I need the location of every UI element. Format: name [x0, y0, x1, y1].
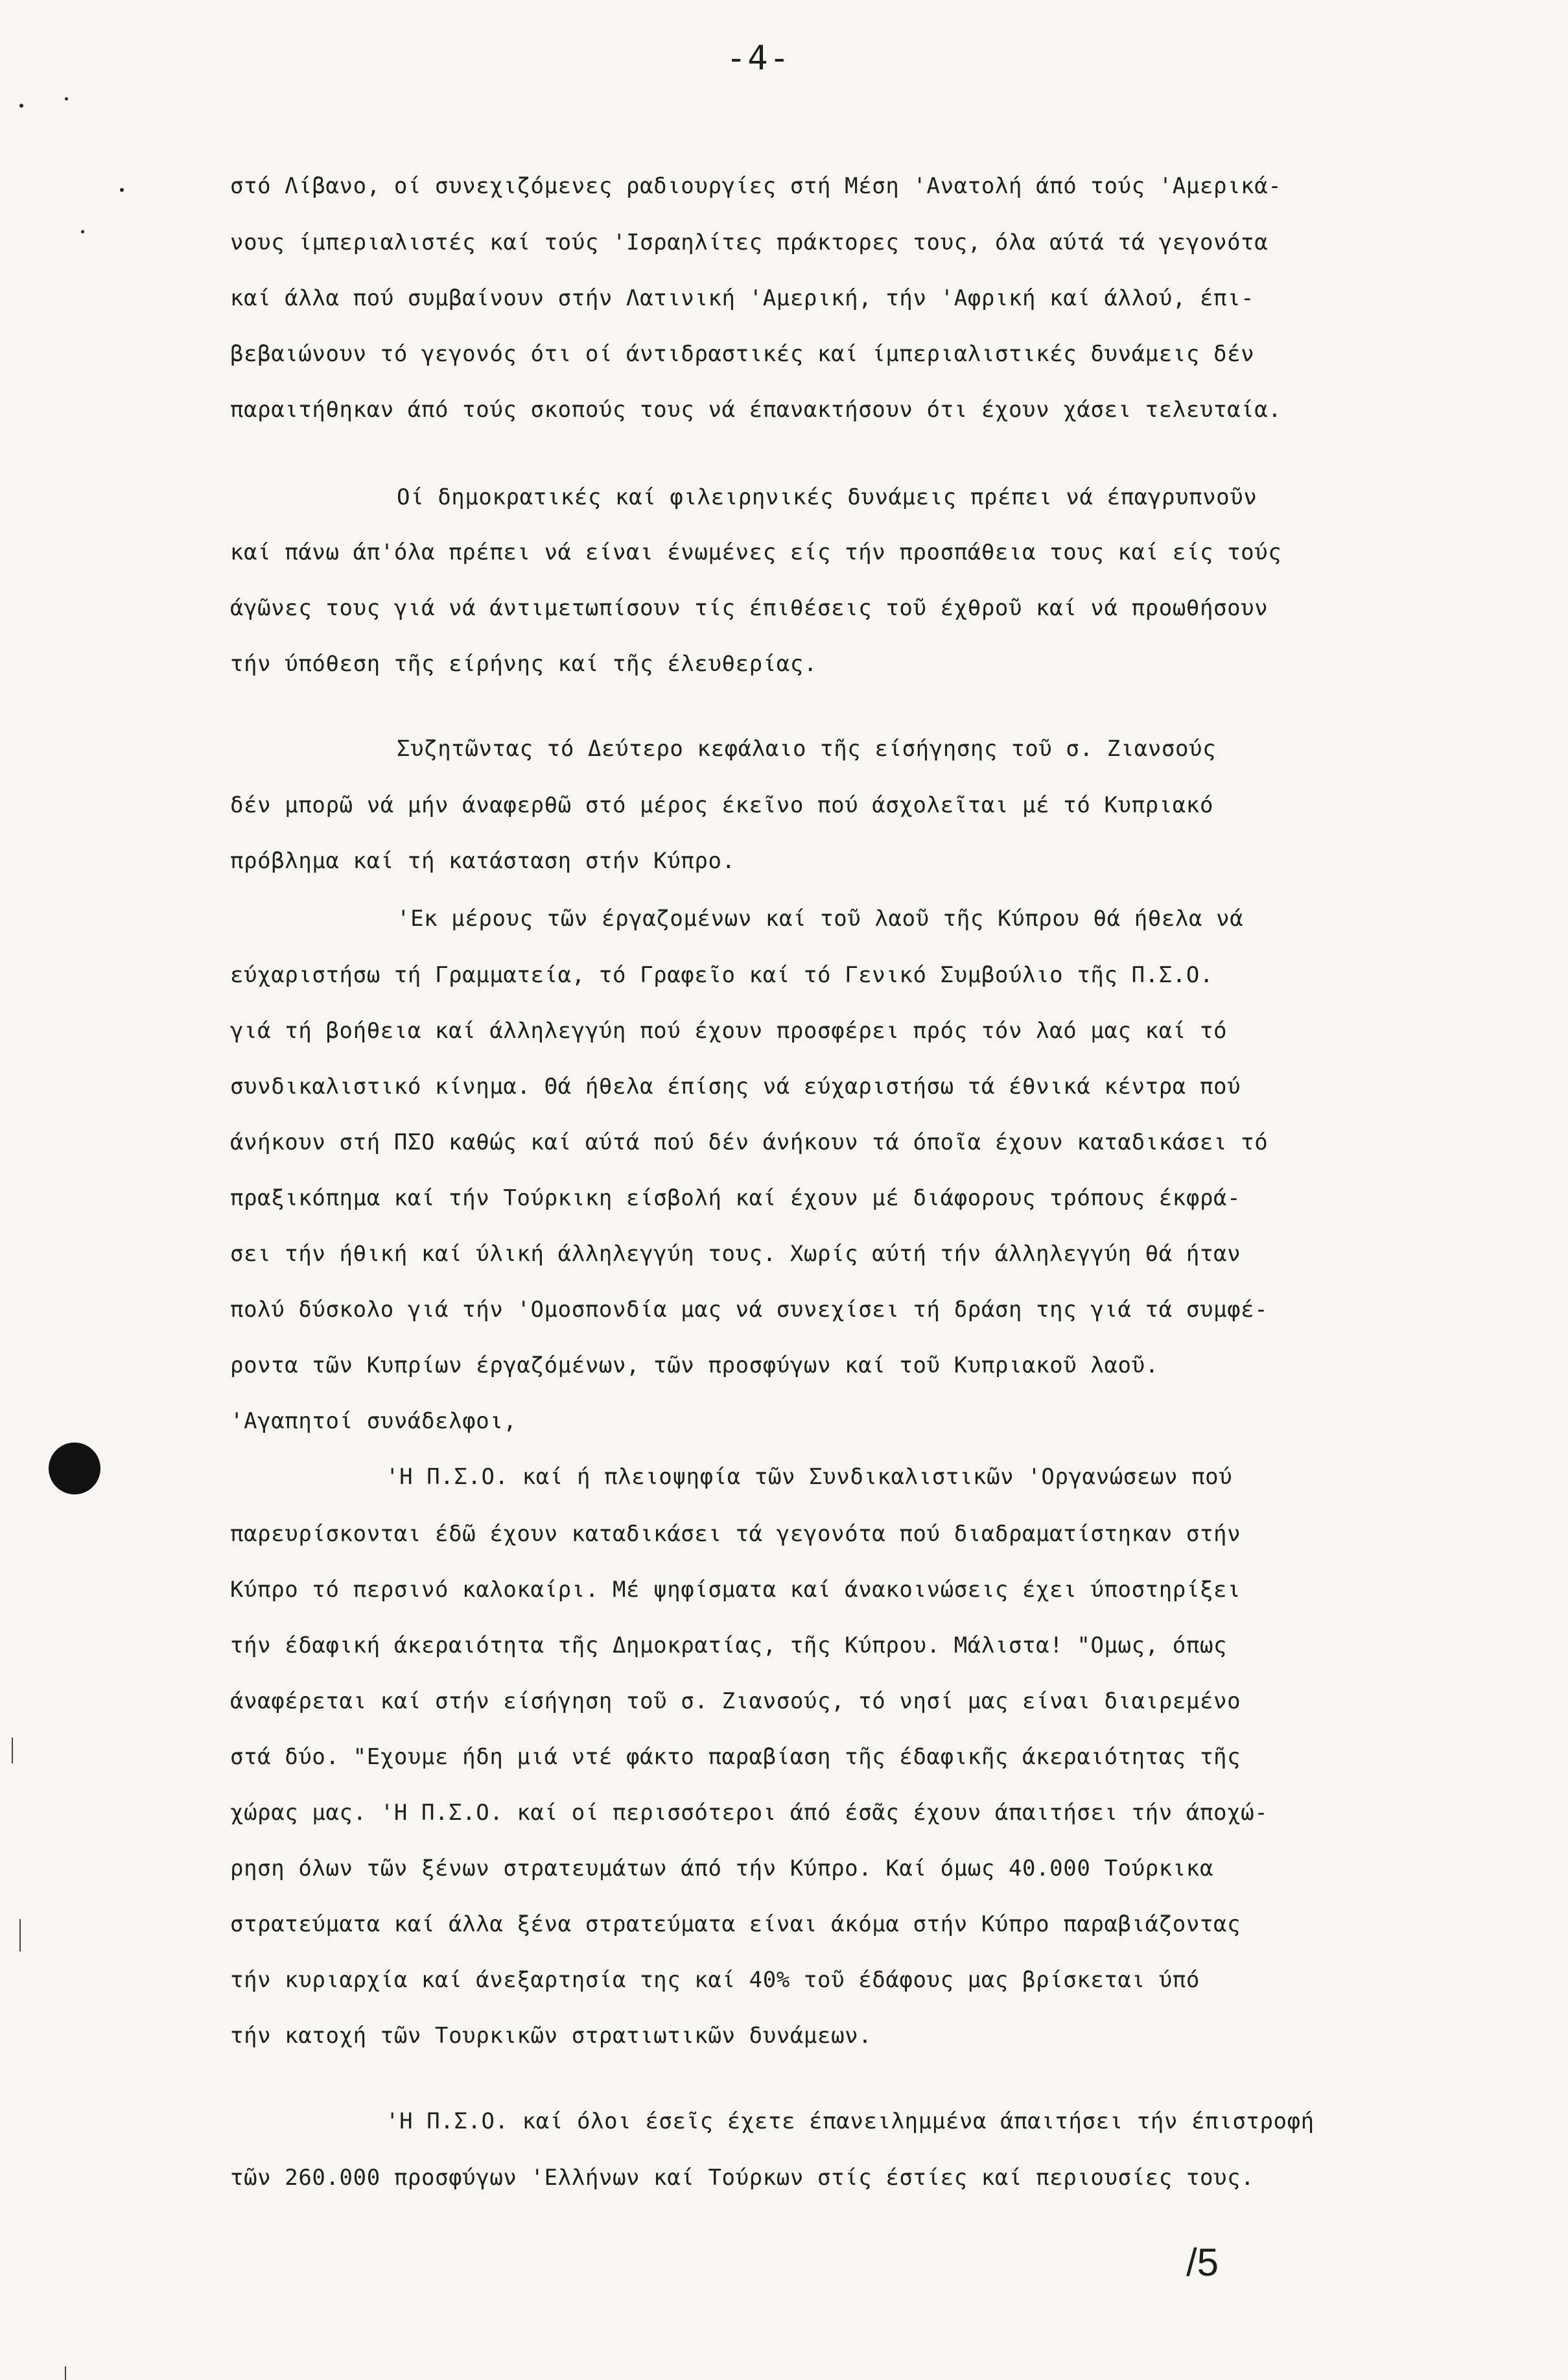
text-line: παρευρίσκονται έδῶ έχουν καταδικάσει τά γεγονότα πού διαδραματίστηκαν στήν — [230, 1521, 1241, 1547]
text-line: τήν ύπόθεση τῆς είρήνης καί τῆς έλευθερίας. — [230, 651, 817, 677]
paragraph-start: 'Εκ μέρους τῶν έργαζομένων καί τοῦ λαοῦ τῆς Κύπρου θά ήθελα νά — [397, 906, 1244, 932]
paragraph-start: Συζητῶντας τό Δεύτερο κεφάλαιο τῆς είσήγησης τοῦ σ. Ζιανσούς — [397, 736, 1217, 762]
text-line: στό Λίβανο, οί συνεχιζόμενες ραδιουργίες στή Μέση 'Ανατολή άπό τούς 'Αμερικά- — [230, 173, 1282, 199]
paragraph-start: 'Η Π.Σ.Ο. καί ή πλειοψηφία τῶν Συνδικαλιστικῶν 'Οργανώσεων πού — [386, 1464, 1233, 1490]
text-line: παραιτήθηκαν άπό τούς σκοπούς τους νά έπανακτήσουν ότι έχουν χάσει τελευταία. — [230, 397, 1282, 423]
text-line: σει τήν ήθική καί ύλική άλληλεγγύη τους. Χωρίς αύτή τήν άλληλεγγύη θά ήταν — [230, 1241, 1241, 1267]
text-line: τήν έδαφική άκεραιότητα τῆς Δημοκρατίας, τῆς Κύπρου. Μάλιστα! "Ομως, όπως — [230, 1632, 1228, 1658]
salutation: 'Αγαπητοί συνάδελφοι, — [230, 1408, 517, 1434]
page-number: -4- — [726, 39, 791, 78]
text-line: Κύπρο τό περσινό καλοκαίρι. Μέ ψηφίσματα καί άνακοινώσεις έχει ύποστηρίξει — [230, 1577, 1241, 1603]
scan-speck — [120, 188, 124, 192]
text-line: πραξικόπημα καί τήν Τούρκικη είσβολή καί έχουν μέ διάφορους τρόπους έκφρά- — [230, 1185, 1241, 1211]
text-line: άναφέρεται καί στήν είσήγηση τοῦ σ. Ζιανσούς, τό νησί μας είναι διαιρεμένο — [230, 1688, 1241, 1714]
text-line: καί άλλα πού συμβαίνουν στήν Λατινική 'Αμερική, τήν 'Αφρική καί άλλού, έπι- — [230, 285, 1255, 311]
text-line: τήν κατοχή τῶν Τουρκικῶν στρατιωτικῶν δυνάμεων. — [230, 2023, 872, 2049]
scan-speck — [19, 104, 23, 108]
text-line: άγῶνες τους γιά νά άντιμετωπίσουν τίς έπιθέσεις τοῦ έχθροῦ καί νά προωθήσουν — [230, 595, 1269, 621]
scan-edge-mark — [19, 1919, 21, 1951]
scan-speck — [65, 97, 68, 100]
text-line: συνδικαλιστικό κίνημα. Θά ήθελα έπίσης νά εύχαριστήσω τά έθνικά κέντρα πού — [230, 1074, 1241, 1100]
text-line: τῶν 260.000 προσφύγων 'Ελλήνων καί Τούρκων στίς έστίες καί περιουσίες τους. — [230, 2165, 1255, 2191]
text-line: στά δύο. "Εχουμε ήδη μιά ντέ φάκτο παραβίαση τῆς έδαφικῆς άκεραιότητας τῆς — [230, 1744, 1241, 1770]
text-line: πρόβλημα καί τή κατάσταση στήν Κύπρο. — [230, 848, 736, 874]
next-page-marker: /5 — [1186, 2241, 1219, 2284]
text-line: ροντα τῶν Κυπρίων έργαζόμένων, τῶν προσφύγων καί τοῦ Κυπριακοῦ λαοῦ. — [230, 1352, 1159, 1378]
text-line: στρατεύματα καί άλλα ξένα στρατεύματα είναι άκόμα στήν Κύπρο παραβιάζοντας — [230, 1911, 1241, 1937]
text-line: ρηση όλων τῶν ξένων στρατευμάτων άπό τήν Κύπρο. Καί όμως 40.000 Τούρκικα — [230, 1856, 1214, 1881]
text-line: εύχαριστήσω τή Γραμματεία, τό Γραφεῖο καί τό Γενικό Συμβούλιο τῆς Π.Σ.Ο. — [230, 962, 1214, 988]
text-line: άνήκουν στή ΠΣΟ καθώς καί αύτά πού δέν άνήκουν τά όποῖα έχουν καταδικάσει τό — [230, 1129, 1269, 1155]
paragraph-start: Οί δημοκρατικές καί φιλειρηνικές δυνάμεις πρέπει νά έπαγρυπνοῦν — [397, 484, 1258, 510]
text-line: γιά τή βοήθεια καί άλληλεγγύη πού έχουν προσφέρει πρός τόν λαό μας καί τό — [230, 1018, 1228, 1044]
text-line: πολύ δύσκολο γιά τήν 'Ομοσπονδία μας νά συνεχίσει τή δράση της γιά τά συμφέ- — [230, 1297, 1269, 1323]
text-line: χώρας μας. 'Η Π.Σ.Ο. καί οί περισσότεροι άπό έσᾶς έχουν άπαιτήσει τήν άποχώ- — [230, 1800, 1269, 1826]
paragraph-start: 'Η Π.Σ.Ο. καί όλοι έσεῖς έχετε έπανειλημμένα άπαιτήσει τήν έπιστροφή — [386, 2108, 1315, 2134]
text-line: τήν κυριαρχία καί άνεξαρτησία της καί 40% τοῦ έδάφους μας βρίσκεται ύπό — [230, 1967, 1200, 1993]
scan-edge-mark — [12, 1738, 13, 1763]
scan-speck — [81, 230, 84, 233]
text-line: καί πάνω άπ'όλα πρέπει νά είναι ένωμένες είς τήν προσπάθεια τους καί είς τούς — [230, 539, 1282, 565]
text-line: νους ίμπεριαλιστές καί τούς 'Ισραηλίτες πράκτορες τους, όλα αύτά τά γεγονότα — [230, 230, 1269, 255]
text-line: βεβαιώνουν τό γεγονός ότι οί άντιδραστικές καί ίμπεριαλιστικές δυνάμεις δέν — [230, 341, 1255, 367]
scan-edge-mark — [65, 2366, 66, 2380]
text-line: δέν μπορῶ νά μήν άναφερθῶ στό μέρος έκεῖνο πού άσχολεῖται μέ τό Κυπριακό — [230, 792, 1214, 818]
punch-hole — [49, 1443, 100, 1494]
